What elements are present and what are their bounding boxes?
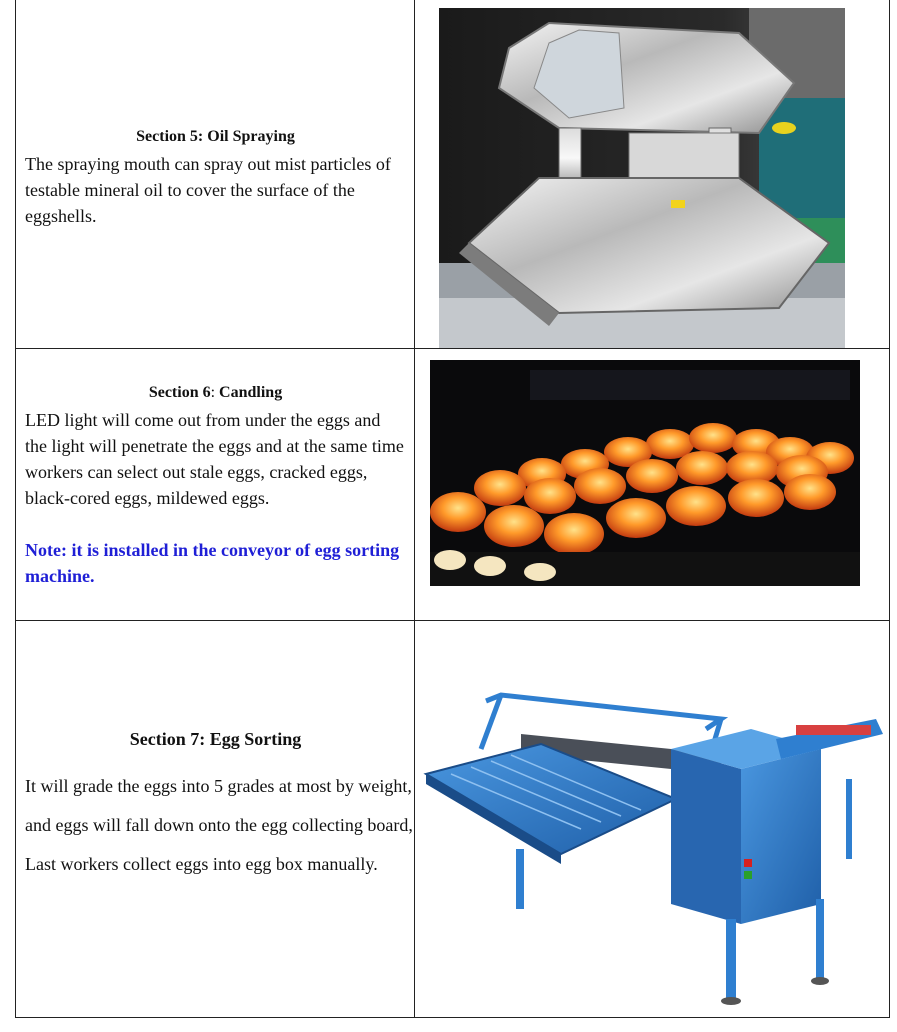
section-title-suffix: Candling <box>219 384 283 401</box>
section-description: LED light will come out from under the eggs and the light will penetrate the eggs and at the same time workers can select out stale eggs, cracked eggs, black-cored eggs, mildewed eggs. <box>25 410 404 508</box>
section-description: The spraying mouth can spray out mist particles of testable mineral oil to cover the surface of the eggshells. <box>25 154 391 226</box>
section-title <box>16 384 415 402</box>
installation-note: Note: it is installed in the conveyor of egg sorting machine. <box>25 540 400 586</box>
egg-sorting-machine-photo <box>421 689 883 1009</box>
section-row-candling <box>16 349 889 621</box>
section-title-separator: : <box>210 384 220 401</box>
section-description: It will grade the eggs into 5 grades at most by weight, and eggs will fall down onto the egg collecting board, Last workers collect eggs into egg box manually. <box>25 776 413 874</box>
section-title: Section 7: Egg Sorting <box>129 729 302 749</box>
section-row-egg-sorting <box>16 621 889 1017</box>
text-cell <box>16 0 415 348</box>
oil-spraying-machine-photo <box>439 8 845 348</box>
text-cell <box>16 349 415 620</box>
image-cell <box>415 349 889 620</box>
section-row-oil-spraying <box>16 0 889 349</box>
image-cell <box>415 0 889 348</box>
section-title-prefix: Section 6 <box>148 384 211 401</box>
text-cell <box>16 621 415 1017</box>
section-title: Section 5: Oil Spraying <box>136 128 295 145</box>
candling-eggs-photo <box>430 360 860 586</box>
image-cell <box>415 621 889 1017</box>
sections-table <box>15 0 890 1018</box>
